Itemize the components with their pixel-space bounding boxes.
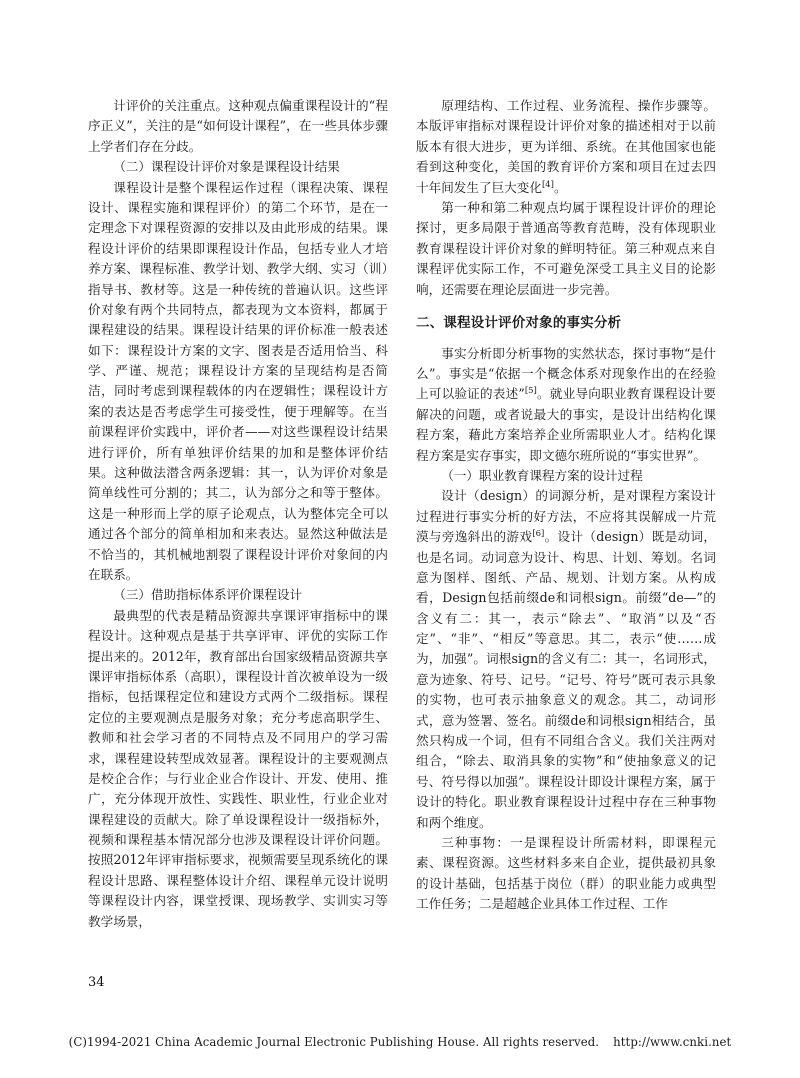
subheading: （三）借助指标体系评价课程设计 <box>113 587 303 603</box>
page-number: 34 <box>88 975 105 990</box>
paragraph: 三种事物：一是课程设计所需材料，即课程元素、课程资源。这些材料多来自企业，提供最初具象的设计基础，包括基于岗位（群）的职业能力或典型工作任务；二是超越企业具体工作过程、工作 <box>416 834 716 912</box>
paragraph <box>416 486 716 833</box>
page-content <box>88 96 716 956</box>
footnote-marker: [6] <box>532 528 545 539</box>
footnote-marker: [5] <box>524 386 537 397</box>
footer <box>0 1035 800 1049</box>
paragraph-tail: 。设计（design）既是动词，也是名词。动词意为设计、构思、计划、筹划。名词意为图样、图纸、产品、规划、计划方案。从构成看，Design包括前缀de和词根sign。前缀“de—”的含义有二：其一，表示“除去”、“取消”以及“否定”、“非”、“相反”等意思。其二，表示“使……成为，加强”。词根sign的含义有二：其一，名词形式，意为迹象、符号、记号。“记号、符号”既可表示具象的实物，也可表示抽象意义的观念。其二，动词形式，意为签署、签名。前缀de和词根sign相结合，虽然只构成一个词，但有不同组合含义。我们关注两对组合，“除去、取消具象的实物”和“使抽象意义的记号、符号得以加强”。课程设计即设计课程方案，属于设计的特化。职业教育课程设计过程中存在三种事物和两个维度。 <box>416 529 716 830</box>
footnote-marker: [4] <box>541 179 554 190</box>
section-heading: 二、课程设计评价对象的事实分析 <box>416 314 622 331</box>
paragraph-text: 事实分析即分析事物的实然状态，探讨事物“是什么”。事实是“依据一个概念体系对现象作出的在经验上可以验证的表述” <box>416 345 716 402</box>
paragraph-text: 原理结构、工作过程、业务流程、操作步骤等。本版评审指标对课程设计评价对象的描述相对于以前版本有很大进步，更为详细、系统。在其他国家也能看到这种变化，美国的教育评价方案和项目在过去四十年间发生了巨大变化 <box>416 98 716 195</box>
paragraph <box>416 344 716 466</box>
footer-url[interactable]: http://www.cnki.net <box>613 1035 732 1049</box>
paragraph-text: 设计（design）的词源分析，是对课程方案设计过程进行事实分析的好方法，不应将其误解成一片荒漠与旁逸斜出的游戏 <box>416 488 716 545</box>
subheading: （一）职业教育课程方案的设计过程 <box>441 467 643 483</box>
paragraph: 第一种和第二种观点均属于课程设计评价的理论探讨，更多局限于普通高等教育范畴，没有体现职业教育课程设计评价对象的鲜明特征。第三种观点来自课程评优实际工作，不可避免深受工具主义目的论影响，还需要在理论层面进一步完善。 <box>416 199 716 297</box>
paragraph <box>416 96 716 198</box>
subheading: （二）课程设计评价对象是课程设计结果 <box>113 159 340 175</box>
paragraph: 最典型的代表是精品资源共享课评审指标中的课程设计。这种观点是基于共享评审、评优的实际工作提出来的。2012年，教育部出台国家级精品资源共享课评审指标体系（高职），课程设计首次被单设为一级指标，包括课程定位和建设方式两个二级指标。课程定位的主要观测点是服务对象；充分考虑高职学生、教师和社会学习者的不同特点及不同用户的学习需求，课程建设转型成效显著。课程设计的主要观测点是校企合作；与行业企业合作设计、开发、使用、推广，充分体现开放性、实践性、职业性，行业企业对课程建设的贡献大。除了单设课程设计一级指标外，视频和课程基本情况部分也涉及课程设计评价问题。按照2012年评审指标要求，视频需要呈现系统化的课程设计思路、课程整体设计介绍、课程单元设计说明等课程设计内容，课堂授课、现场教学、实训实习等教学场景， <box>88 607 388 929</box>
paragraph: 计评价的关注重点。这种观点偏重课程设计的“程序正义”，关注的是“如何设计课程”，在一些具体步骤上学者们存在分歧。 <box>88 98 388 154</box>
copyright-text: (C)1994-2021 China Academic Journal Electronic Publishing House. All rights reserved. <box>68 1035 600 1049</box>
paragraph: 课程设计是整个课程运作过程（课程决策、课程设计、课程实施和课程评价）的第二个环节，是在一定理念下对课程资源的安排以及由此形成的结果。课程设计评价的结果即课程设计作品，包括专业人才培养方案、课程标准、教学计划、教学大纲、实习（训）指导书、教材等。这是一种传统的普遍认识。这些评价对象有两个共同特点，都表现为文本资料，都属于课程建设的结果。课程设计结果的评价标准一般表述如下：课程设计方案的文字、图表是否适用恰当、科学、严谨、规范；课程设计方案的呈现结构是否简洁，同时考虑到课程载体的内在逻辑性；课程设计方案的表达是否考虑学生可接受性，便于理解等。在当前课程评价实践中，评价者——对这些课程设计结果进行评价，所有单独评价结果的加和是整体评价结果。这种做法潜含两条逻辑：其一，认为评价对象是简单线性可分割的；其二，认为部分之和等于整体。这是一种形而上学的原子论观点，认为整体完全可以通过各个部分的简单相加和来表达。显然这种做法是不恰当的，其机械地割裂了课程设计评价对象间的内在联系。 <box>88 179 388 582</box>
paragraph-tail: 。 <box>553 179 567 195</box>
left-column <box>88 96 388 956</box>
right-column <box>416 96 716 956</box>
paragraph-tail: 。就业导向职业教育课程设计要解决的问题，或者说最大的事实，是设计出结构化课程方案，藉此方案培养企业所需职业人才。结构化课程方案是实存事实，即文德尔班所说的“事实世界”。 <box>416 386 716 463</box>
